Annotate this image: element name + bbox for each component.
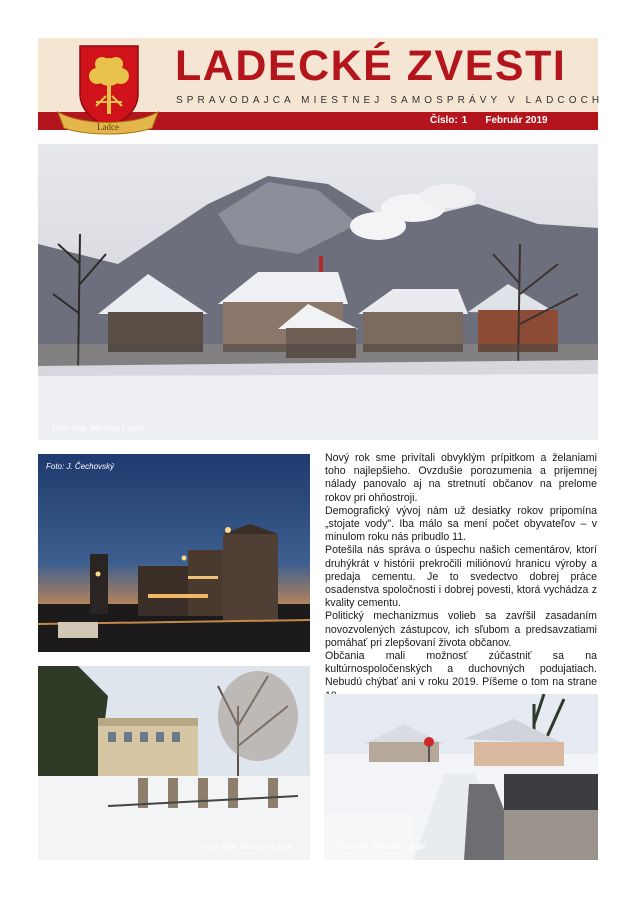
photo-credit: Foto: Mgr. Miroslav Lipták xyxy=(334,842,426,851)
issue-info xyxy=(430,114,552,128)
cement-plant-photo xyxy=(38,454,310,652)
article-text xyxy=(325,452,597,703)
coat-of-arms xyxy=(52,42,164,138)
school-photo xyxy=(38,666,310,860)
crest-ribbon-text: Ladce xyxy=(97,122,119,132)
article-paragraph: Politický mechanizmus volieb sa zavŕšil zasadaním novozvolených zástupcov, ich sľubom a predsavzatiami pomáhať pri zlepšovaní života občanov. xyxy=(325,610,597,649)
street-photo xyxy=(324,694,598,860)
article-paragraph: Občania mali možnosť zúčastniť sa na kultúrnospoločenských a duchovných podujatiach. Nebudú chýbať ani v roku 2019. Píšeme o tom na strane xyxy=(325,650,597,689)
photo-credit: Foto: Mgr. Miroslav Lipták xyxy=(52,424,144,433)
newsletter-subtitle: SPRAVODAJCA MIESTNEJ SAMOSPRÁVY V LADCOCH xyxy=(176,95,604,106)
photo-credit: Foto: J. Čechovský xyxy=(46,462,115,471)
newsletter-title: LADECKÉ ZVESTI xyxy=(175,42,567,90)
issue-number: 1 xyxy=(461,115,468,126)
main-photo xyxy=(38,144,598,440)
issue-date: Február 2019 xyxy=(485,115,548,126)
article-paragraph: Demografický vývoj nám už desiatky rokov pripomína „stojate vody". Iba málo sa mení počet obyvateľov – v minulom roku nás pribudlo 11. xyxy=(325,504,597,544)
article-paragraph: Nový rok sme privítali obvyklým prípitkom a želaniami toho najlepšieho. Ovzdušie porozumenia a prijemnej nálady panovalo aj na stretnutí občanov na prelome rokov pri ohňostroji. xyxy=(325,452,597,504)
issue-label: Číslo: xyxy=(430,115,458,126)
photo-credit: Foto: Mgr. Miroslav Lipták xyxy=(202,842,294,851)
article-paragraph: Potešila nás správa o úspechu našich cementárov, ktorí druhýkrát v histórii prekročili miliónovú hranicu výroby a predaja cementu. Je to svedectvo dobrej práce osadenstva spoločnosti i dobrej povesti, ktorá vychádza z kvality cementu. xyxy=(325,544,597,610)
